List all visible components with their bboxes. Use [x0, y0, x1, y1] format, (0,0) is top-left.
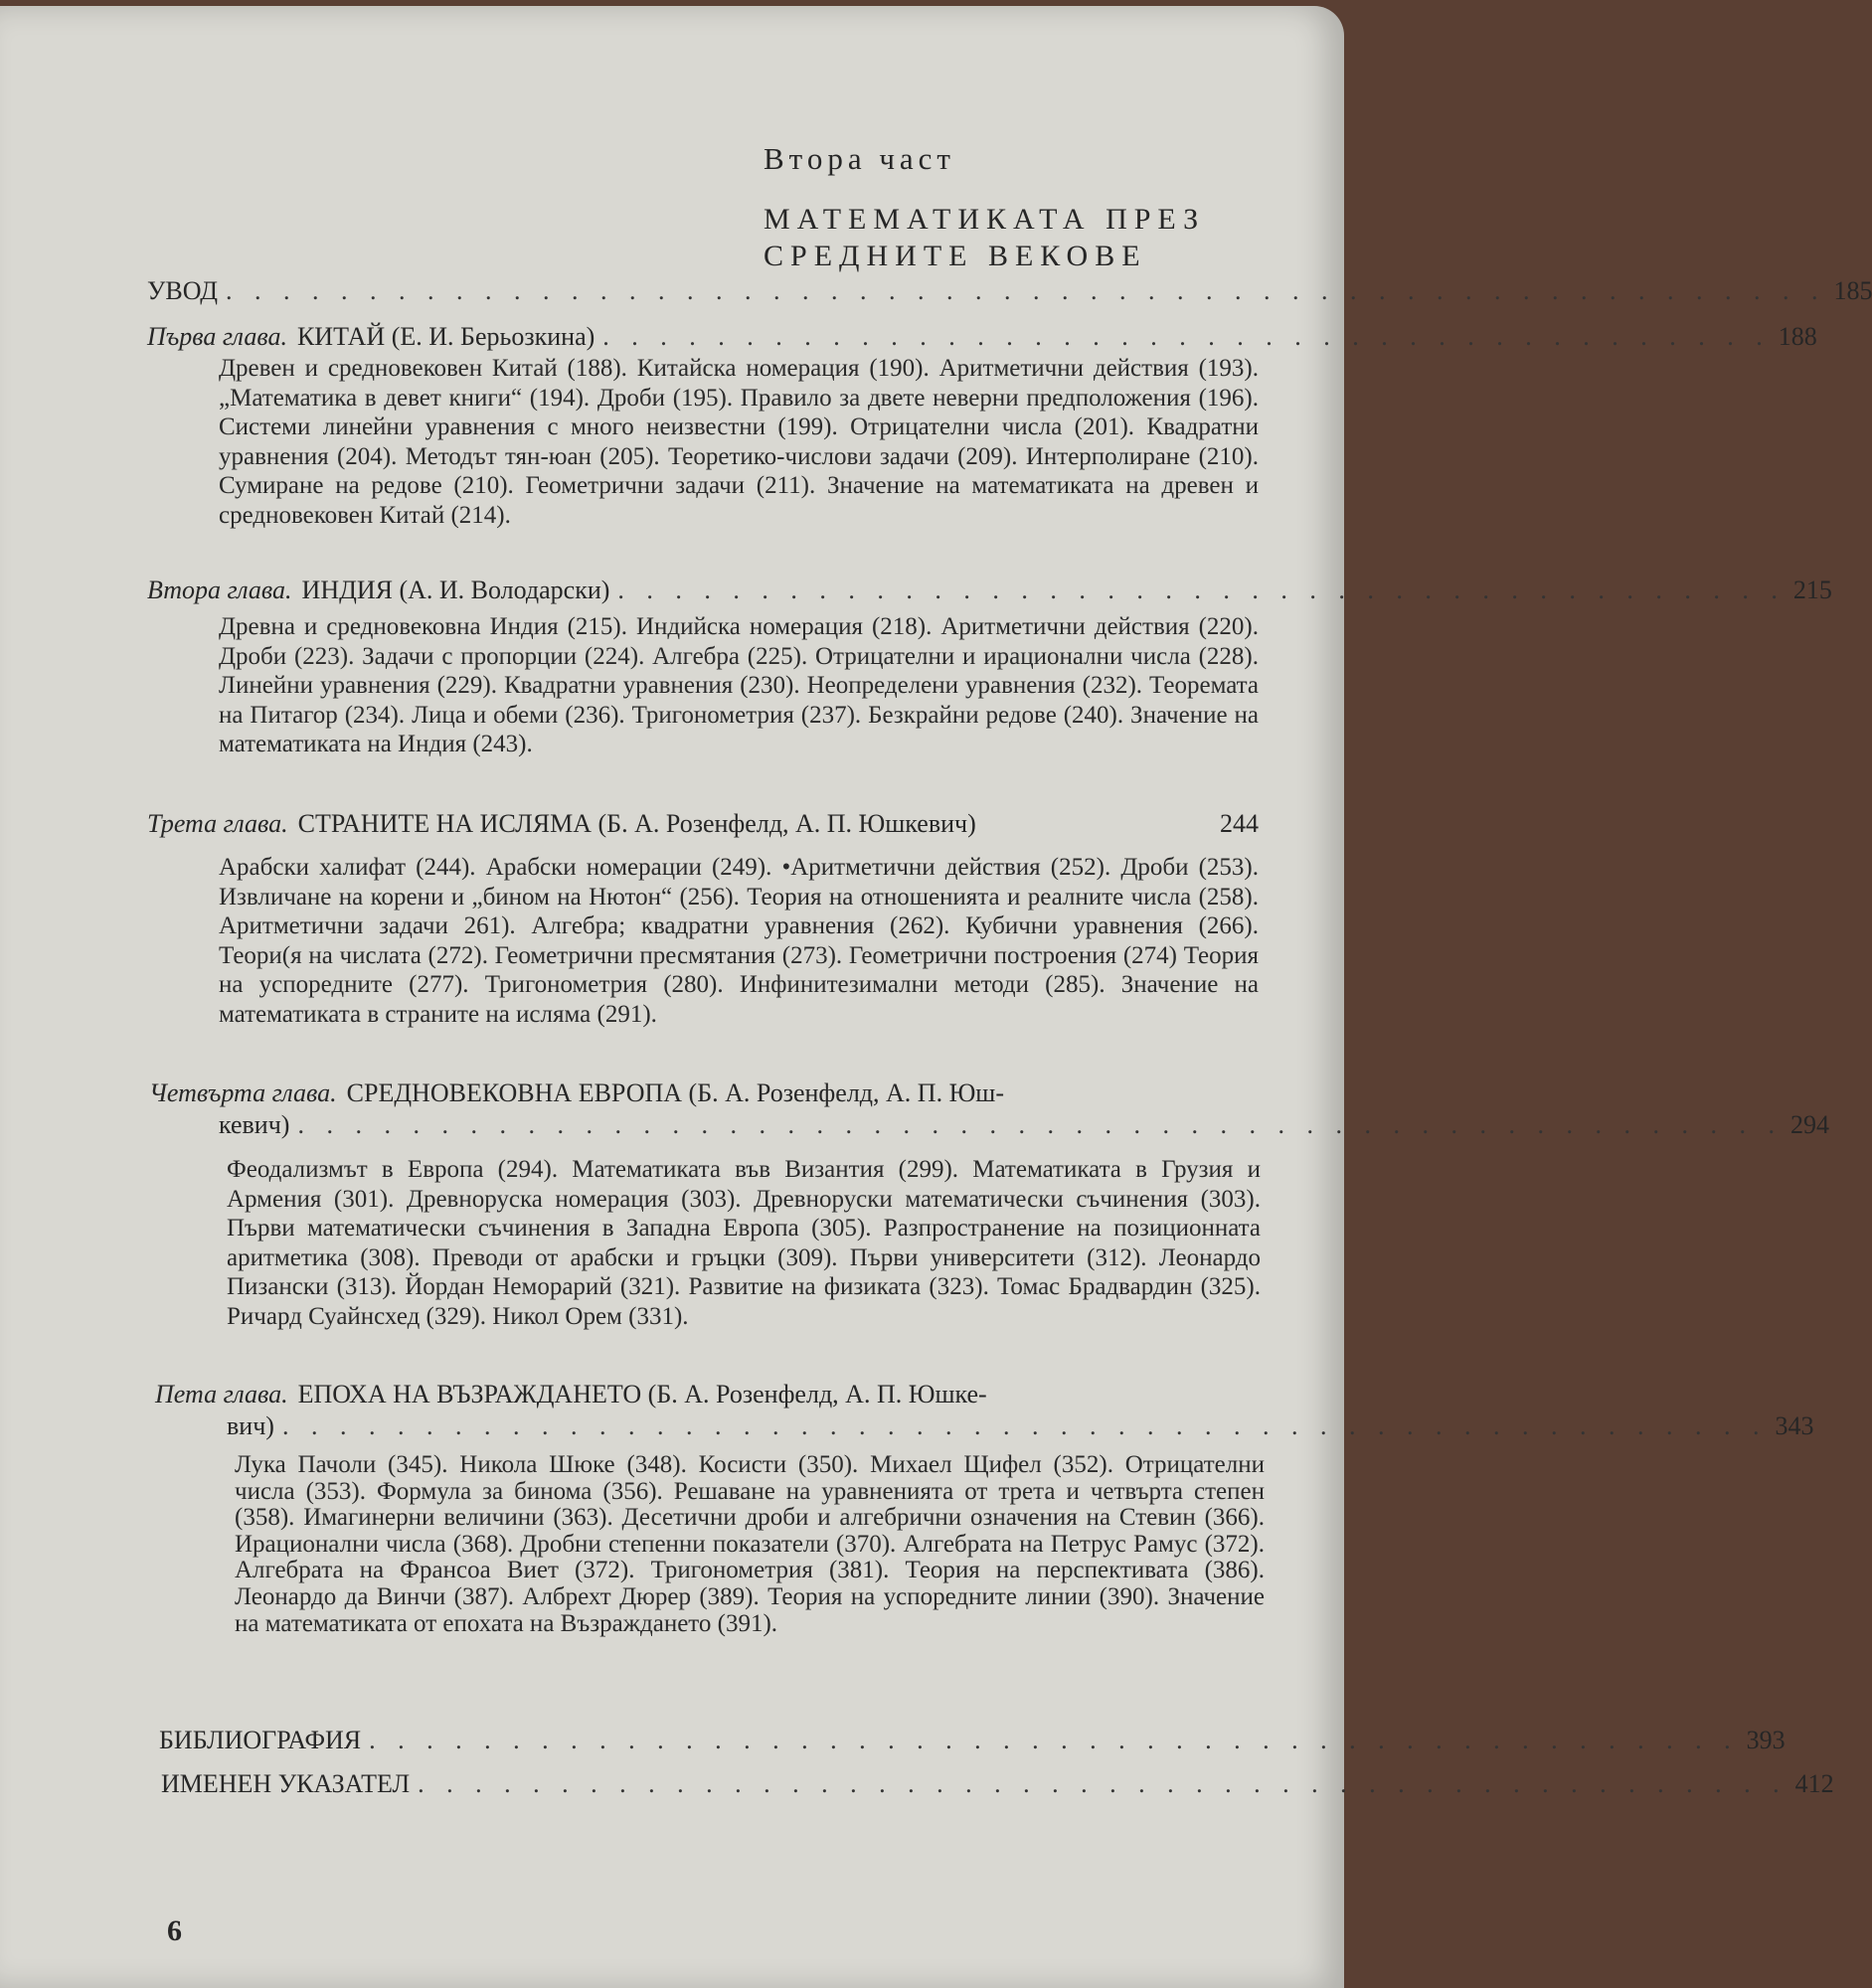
page-ref: 244: [1220, 809, 1259, 838]
part-title-line-2: СРЕДНИТЕ ВЕКОВЕ: [764, 240, 1147, 272]
chapter-label: Четвърта глава.: [149, 1078, 337, 1107]
chapter-label: Трета глава.: [147, 809, 288, 838]
chapter-label: Втора глава.: [147, 576, 292, 604]
chapter-4-contents: Феодализмът в Европа (294). Математиката във Византия (299). Математиката в Грузия и Армения (301). Древноруска номерация (303). Древноруски математически съчинения (303). Първи математически съчинения в Западна Европа (305). Разпространение на позиционната аритметика (308). Преводи от арабски и гръцки (309). Първи университети (312). Леонардо Пизански (313). Йордан Неморарий (321). Развитие на физиката (323). Томас Брадвардин (325). Ричард Суайнсхед (329). Никол Орем (331).: [227, 1156, 1261, 1330]
book-page: [0, 6, 1872, 1988]
page-ref: 343: [1775, 1411, 1814, 1440]
leader-dots: . . . . . . . . . . . . . . . . . . . . . . . . . . . . . . . . . . . . . . . . .: [617, 576, 1786, 604]
chapter-5-contents: Лука Пачоли (345). Никола Шюке (348). Косисти (350). Михаел Щифел (352). Отрицателни числа (353). Формула за бинома (356). Решаване на уравненията от трета и четвърта степен (358). Имагинерни величини (363). Десетични дроби и алгебрични означения на Стевин (366). Ирационални числа (368). Дробни степенни показатели (370). Алгебрата на Петрус Рамус (372). Алгебрата на Франсоа Виет (372). Тригонометрия (381). Теория на перспективата (386). Леонардо да Винчи (387). Албрехт Дюрер (389). Теория на успоредните линии (390). Значение на математиката от епохата на Възраждането (391).: [235, 1451, 1265, 1637]
chapter-title: ЕПОХА НА ВЪЗРАЖДАНЕТО (Б. А. Розенфелд, А. П. Юшке-: [297, 1380, 987, 1408]
chapter-title-cont: вич): [227, 1411, 274, 1440]
toc-entry-chapter-5: [155, 1380, 1265, 1409]
toc-entry-title: УВОД: [147, 276, 218, 305]
page-ref: 188: [1778, 322, 1817, 351]
chapter-title: СТРАНИТЕ НА ИСЛЯМА (Б. А. Розенфелд, А. П. Юшкевич): [297, 809, 976, 838]
leader-dots: . . . . . . . . . . . . . . . . . . . . . . . . . . . . . . . . . . . . . . . . . . . . . . . . . . . .: [297, 1110, 1783, 1139]
toc-entry-chapter-5-cont: [227, 1411, 1814, 1441]
chapter-title: ИНДИЯ (А. И. Володарски): [301, 576, 610, 604]
leader-dots: . . . . . . . . . . . . . . . . . . . . . . . . . . . . . . . . . . . . . . . . . . . . . . . . . . . .: [281, 1411, 1768, 1440]
page-ref: 185: [1833, 276, 1872, 305]
page-ref: 412: [1794, 1769, 1834, 1798]
page-ref: 393: [1746, 1726, 1786, 1754]
toc-entry-chapter-4: [149, 1078, 1261, 1108]
toc-entry-chapter-2: [147, 576, 1832, 605]
toc-entry-title: ИМЕНЕН УКАЗАТЕЛ: [161, 1769, 411, 1798]
part-label: Втора част: [764, 141, 955, 176]
chapter-title-cont: кевич): [219, 1110, 290, 1139]
toc-entry-intro: [147, 276, 1872, 306]
page-number: 6: [167, 1914, 182, 1947]
toc-entry-bibliography: [159, 1726, 1786, 1755]
toc-entry-chapter-4-cont: [219, 1110, 1829, 1140]
toc-entry-chapter-3: [147, 809, 1259, 839]
toc-entry-title: БИБЛИОГРАФИЯ: [159, 1726, 362, 1754]
chapter-title: СРЕДНОВЕКОВНА ЕВРОПА (Б. А. Розенфелд, А. П. Юш-: [346, 1078, 1004, 1107]
chapter-title: КИТАЙ (Е. И. Берьозкина): [296, 322, 596, 351]
chapter-1-contents: Древен и средновековен Китай (188). Китайска номерация (190). Аритметични действия (193). „Математика в девет книги“ (194). Дроби (195). Правило за двете неверни предположения (196). Системи линейни уравнения с много неизвестни (199). Отрицателни числа (201). Квадратни уравнения (204). Методът тян-юан (205). Теоретико-числови задачи (209). Интерполиране (210). Сумиране на редове (210). Геометрични задачи (211). Значение на математиката на древен и средновековен Китай (214).: [219, 355, 1259, 529]
leader-dots: . . . . . . . . . . . . . . . . . . . . . . . . . . . . . . . . . . . . . . . . .: [602, 322, 1771, 351]
leader-dots: . . . . . . . . . . . . . . . . . . . . . . . . . . . . . . . . . . . . . . . . . . . . . . . . . . . . . . . .: [225, 276, 1826, 305]
leader-dots: . . . . . . . . . . . . . . . . . . . . . . . . . . . . . . . . . . . . . . . . . . . . . . . .: [418, 1769, 1787, 1798]
leader-dots: . . . . . . . . . . . . . . . . . . . . . . . . . . . . . . . . . . . . . . . . . . . . . . . .: [369, 1726, 1739, 1754]
chapter-3-contents: Арабски халифат (244). Арабски номерации (249). •Аритметични действия (252). Дроби (253). Извличане на корени и „бином на Нютон“ (256). Теория на отношенията и реалните числа (258). Аритметични задачи 261). Алгебра; квадратни уравнения (262). Кубични уравнения (266). Теори(я на числата (272). Геометрични пресмятания (273). Геометрични построения (274) Теория на успоредните (277). Тригонометрия (280). Инфинитезимални методи (285). Значение на математиката в страните на исляма (291).: [219, 854, 1259, 1028]
toc-entry-chapter-1: [147, 322, 1817, 352]
part-title-line-1: МАТЕМАТИКАТА ПРЕЗ: [764, 203, 1206, 236]
chapter-label: Първа глава.: [147, 322, 287, 351]
chapter-2-contents: Древна и средновековна Индия (215). Индийска номерация (218). Аритметични действия (220). Дроби (223). Задачи с пропорции (224). Алгебра (225). Отрицателни и ирационални числа (228). Линейни уравнения (229). Квадратни уравнения (230). Неопределени уравнения (232). Теоремата на Питагор (234). Лица и обеми (236). Тригонометрия (237). Безкрайни редове (240). Значение на математиката на Индия (243).: [219, 613, 1259, 758]
toc-entry-name-index: [161, 1769, 1834, 1799]
part-title: [764, 201, 1205, 274]
chapter-label: Пета глава.: [155, 1380, 288, 1408]
page-ref: 215: [1792, 576, 1832, 604]
page-ref: 294: [1789, 1110, 1829, 1139]
